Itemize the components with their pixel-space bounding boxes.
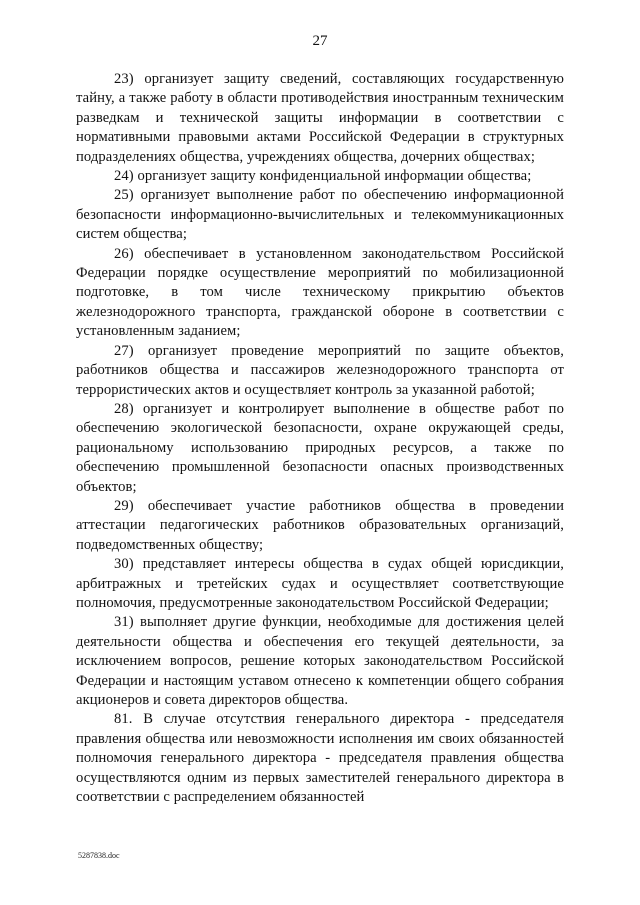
paragraph-item-31: 31) выполняет другие функции, необходимые для достижения целей деятельности общества и обеспечения его текущей деятельности, за исключением вопросов, решение которых законодательством Российской Федерации и настоящим уставом отнесено к компетенции общего собрания акционеров и совета директоров общества. <box>76 614 564 708</box>
page-number: 27 <box>312 33 328 49</box>
paragraph-item-30: 30) представляет интересы общества в судах общей юрисдикции, арбитражных и третейских судах и осуществляет соответствующие полномочия, предусмотренные законодательством Российской Федерации; <box>76 556 564 611</box>
paragraph-item-24: 24) организует защиту конфиденциальной информации общества; <box>114 168 532 185</box>
paragraph-section-81: 81. В случае отсутствия генерального директора - председателя правления общества или невозможности исполнения им своих обязанностей полномочия генерального директора - председателя правления общества осуществляются одним из первых заместителей генерального директора в соответствии с распределением обязанностей <box>76 711 564 806</box>
paragraph-item-26: 26) обеспечивает в установленном законодательством Российской Федерации порядке осуществление мероприятий по мобилизационной подготовке, в том числе техническому прикрытию объектов железнодорожного транспорта, гражданской обороне в соответствии с установленным заданием; <box>76 245 564 340</box>
document-body <box>76 70 564 807</box>
paragraph-item-28: 28) организует и контролирует выполнение в обществе работ по обеспечению экологической безопасности, охране окружающей среды, рациональному использованию природных ресурсов, а также по обеспечению промышленной безопасности опасных производственных объектов; <box>76 400 564 495</box>
paragraph-item-23: 23) организует защиту сведений, составляющих государственную тайну, а также работу в области противодействия иностранным техническим разведкам и технической защиты информации в соответствии с нормативными правовыми актами Российской Федерации в структурных подразделениях общества, учреждениях общества, дочерних обществах; <box>76 71 564 165</box>
paragraph-item-25: 25) организует выполнение работ по обеспечению информационной безопасности информационно-вычислительных и телекоммуникационных систем общества; <box>76 187 564 243</box>
paragraph-item-27: 27) организует проведение мероприятий по защите объектов, работников общества и пассажиров железнодорожного транспорта от террористических актов и осуществляет контроль за указанной работой; <box>76 342 564 398</box>
paragraph-item-29: 29) обеспечивает участие работников общества в проведении аттестации педагогических работников образовательных организаций, подведомственных обществу; <box>76 497 564 553</box>
footer-filename: 5287838.doc <box>78 851 120 860</box>
